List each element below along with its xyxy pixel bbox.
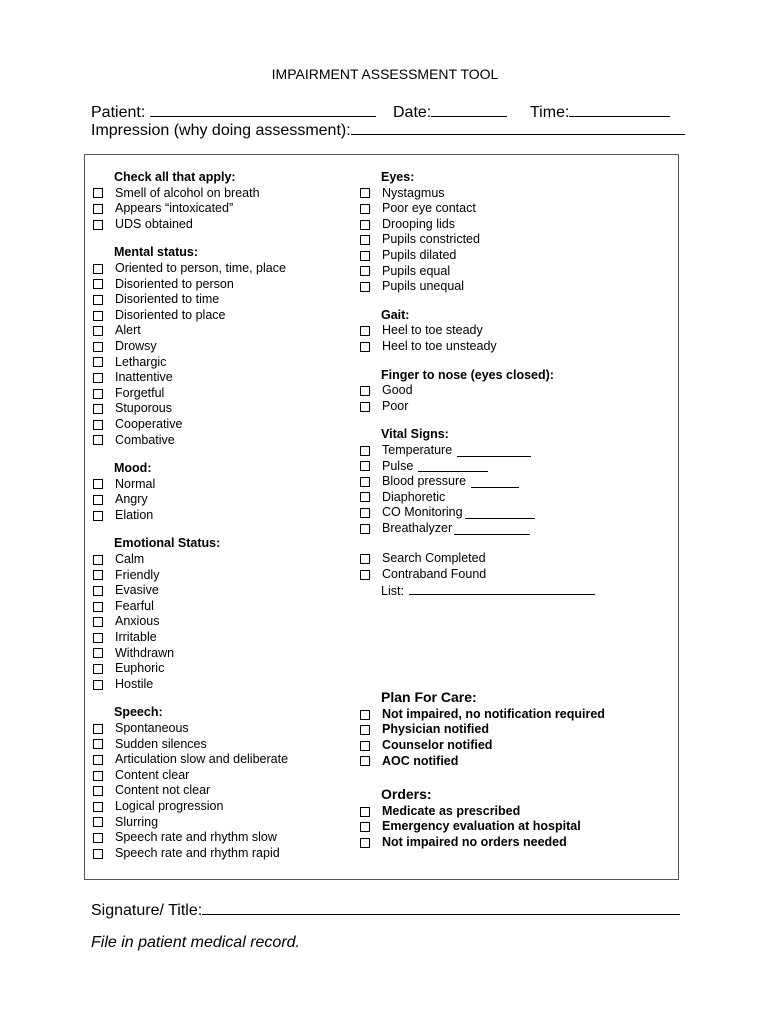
checkbox[interactable] [360,741,370,751]
item-label: Smell of alcohol on breath [115,185,260,200]
mood-heading: Mood: [114,461,152,476]
mental-status-heading: Mental status: [114,245,199,260]
list-item [359,551,605,567]
item-label: Calm [115,552,145,567]
item-label: Contraband Found [382,567,487,582]
item-label: Counselor notified [382,738,493,753]
checkbox[interactable] [93,802,103,812]
item-label: Emergency evaluation at hospital [382,819,581,834]
list-item [92,614,288,630]
item-label: Normal [115,476,156,491]
list-item [92,737,288,753]
mood-list [92,477,288,524]
list-item [92,370,288,386]
list-item: Breathalyzer [359,521,605,537]
list-item: Diaphoretic [359,490,605,506]
checkbox[interactable] [360,725,370,735]
list-item [92,815,288,831]
plan-for-care-heading: Plan For Care: [381,689,477,706]
checkbox[interactable] [360,446,370,456]
list-item: CO Monitoring [359,505,605,521]
item-label: Hostile [115,676,154,691]
list-item: Pulse [359,459,605,475]
list-item: Blood pressure [359,474,605,490]
list-item [92,568,288,584]
checkbox[interactable] [93,404,103,414]
item-label: Forgetful [115,385,165,400]
list-item [92,677,288,693]
list-item: Temperature [359,443,605,459]
item-label: Evasive [115,583,159,598]
check-all-heading: Check all that apply: [114,170,236,184]
checkbox[interactable] [93,817,103,827]
checkbox[interactable] [93,295,103,305]
item-label: Content clear [115,767,190,782]
list-item [92,492,288,508]
item-label: Lethargic [115,354,167,369]
item-label: Inattentive [115,370,173,385]
checkbox[interactable] [360,220,370,230]
checkbox[interactable] [360,461,370,471]
item-label: Irritable [115,630,157,645]
emotional-status-list [92,552,288,692]
item-label: Pupils equal [382,263,451,278]
speech-heading: Speech: [114,705,163,720]
item-label: Good [382,383,413,398]
checkbox[interactable] [360,710,370,720]
checkbox[interactable] [360,235,370,245]
checkbox[interactable] [360,326,370,336]
patient-label: Patient: [91,104,146,121]
checkbox[interactable] [360,807,370,817]
item-label: Articulation slow and deliberate [115,752,289,767]
gait-heading: Gait: [381,307,410,322]
item-label: Search Completed [382,551,486,566]
checkbox[interactable] [360,342,370,352]
item-label: Pupils dilated [382,247,457,262]
list-item [92,217,288,233]
item-label: Not impaired, no notification required [382,706,605,721]
checkbox[interactable] [93,479,103,489]
checkbox[interactable] [93,570,103,580]
item-label: Speech rate and rhythm slow [115,830,277,845]
checkbox[interactable] [93,188,103,198]
checkbox[interactable] [360,524,370,534]
checkbox[interactable] [93,586,103,596]
item-label: Appears “intoxicated” [115,201,234,216]
checkbox[interactable] [93,389,103,399]
list-item [359,754,605,770]
checkbox[interactable] [360,756,370,766]
item-label: Withdrawn [115,645,175,660]
list-item [359,399,605,415]
contraband-list-row [359,583,605,600]
list-item [92,201,288,217]
list-item [359,804,605,820]
checkbox[interactable] [360,477,370,487]
signature-row [91,899,680,920]
item-label: Pupils constricted [382,232,480,247]
checkbox[interactable] [93,511,103,521]
gait-list [359,323,605,354]
impression-row [91,119,685,140]
checkbox[interactable] [93,833,103,843]
checkbox[interactable] [93,680,103,690]
list-item [92,386,288,402]
list-item [92,721,288,737]
co-monitoring-field[interactable] [465,507,535,519]
blood-pressure-field[interactable] [471,476,519,488]
time-field[interactable] [569,101,670,117]
speech-list [92,721,288,861]
checkbox[interactable] [93,602,103,612]
impression-field[interactable] [351,119,685,135]
list-item [359,323,605,339]
list-item [92,417,288,433]
checkbox[interactable] [93,495,103,505]
item-label: Disoriented to person [115,276,234,291]
item-label: Fearful [115,598,154,613]
checkbox[interactable] [93,373,103,383]
item-label: Spontaneous [115,721,189,735]
checkbox[interactable] [93,311,103,321]
check-all-list [92,186,288,233]
list-item [359,835,605,851]
list-item [359,201,605,217]
orders-list [359,804,605,851]
patient-field[interactable] [150,101,376,117]
plan-for-care-list [359,707,605,769]
checkbox[interactable] [93,648,103,658]
item-label: Anxious [115,614,160,629]
eyes-heading: Eyes: [381,170,415,184]
item-label: Speech rate and rhythm rapid [115,845,280,860]
item-label: Poor eye contact [382,201,476,216]
signature-label: Signature/ Title: [91,902,203,919]
finger-to-nose-heading: Finger to nose (eyes closed): [381,367,554,382]
checkbox[interactable] [93,326,103,336]
checkbox[interactable] [360,266,370,276]
checkbox[interactable] [360,386,370,396]
item-label: Angry [115,492,148,507]
list-item [92,401,288,417]
item-label: Oriented to person, time, place [115,260,286,275]
checkbox[interactable] [360,492,370,502]
item-label: Heel to toe unsteady [382,338,497,353]
signature-field[interactable] [202,899,680,915]
temperature-field[interactable] [457,445,531,457]
checkbox[interactable] [93,739,103,749]
list-item [359,186,605,202]
checkbox[interactable] [93,664,103,674]
checkbox[interactable] [93,617,103,627]
list-item [92,583,288,599]
item-label: Content not clear [115,783,211,798]
list-item [92,599,288,615]
impression-label: Impression (why doing assessment): [91,122,351,139]
search-list [359,551,605,582]
checkbox[interactable] [360,188,370,198]
checkbox[interactable] [93,342,103,352]
list-item [359,722,605,738]
eyes-list [359,186,605,295]
checkbox[interactable] [93,420,103,430]
item-label: Pupils unequal [382,279,465,294]
list-item [92,292,288,308]
breathalyzer-field[interactable] [454,523,530,535]
checkbox[interactable] [93,755,103,765]
item-label: Disoriented to time [115,292,220,307]
document-title: IMPAIRMENT ASSESSMENT TOOL [271,66,499,82]
item-label: Logical progression [115,798,224,813]
item-label: Drooping lids [382,216,455,231]
list-item [92,783,288,799]
checkbox[interactable] [360,554,370,564]
checkbox[interactable] [93,849,103,859]
item-label: Heel to toe steady [382,323,483,338]
emotional-status-heading: Emotional Status: [114,536,221,551]
item-label: UDS obtained [115,216,193,231]
item-label: Friendly [115,567,160,582]
list-item [92,661,288,677]
checkbox[interactable] [93,786,103,796]
list-item [359,232,605,248]
item-label: Drowsy [115,338,157,353]
checkbox[interactable] [360,570,370,580]
footer-note: File in patient medical record. [91,934,300,951]
checkbox[interactable] [360,251,370,261]
vital-signs-heading: Vital Signs: [381,427,449,442]
list-item [92,355,288,371]
list-item [359,339,605,355]
item-label: Physician notified [382,722,489,737]
list-item [92,477,288,493]
list-item [359,279,605,295]
list-item [92,433,288,449]
date-field[interactable] [431,101,507,117]
list-item [359,738,605,754]
item-label: Alert [115,323,141,338]
list-item [92,752,288,768]
contraband-list-field[interactable] [409,583,595,595]
finger-to-nose-list [359,383,605,414]
list-item [92,186,288,202]
checkbox[interactable] [360,402,370,412]
checkbox[interactable] [360,204,370,214]
checkbox[interactable] [93,724,103,734]
item-label: Nystagmus [382,185,445,200]
item-label: Not impaired no orders needed [382,835,567,849]
checkbox[interactable] [93,220,103,230]
list-item [92,552,288,568]
list-item [92,277,288,293]
item-label: Cooperative [115,416,183,431]
checkbox[interactable] [93,633,103,643]
checkbox[interactable] [93,771,103,781]
list-item [92,308,288,324]
list-item [92,508,288,524]
list-item [359,217,605,233]
orders-heading: Orders: [381,786,432,803]
checkbox[interactable] [360,838,370,848]
checkbox[interactable] [93,357,103,367]
item-label: Elation [115,507,154,522]
item-label: Poor [382,398,409,413]
list-item [359,819,605,835]
mental-status-list [92,261,288,448]
item-label: Slurring [115,814,159,829]
list-label: List: [381,583,404,598]
checkbox[interactable] [93,264,103,274]
date-label: Date: [393,104,432,121]
list-item [359,248,605,264]
item-label: Medicate as prescribed [382,803,521,818]
checkbox[interactable] [93,555,103,565]
list-item [92,339,288,355]
right-column [359,170,605,851]
list-item [92,799,288,815]
checkbox[interactable] [360,822,370,832]
list-item [92,646,288,662]
list-item [92,768,288,784]
left-column [92,170,288,861]
list-item [359,264,605,280]
checkbox[interactable] [93,204,103,214]
item-label: AOC notified [382,753,459,768]
list-item [92,261,288,277]
list-item [92,630,288,646]
list-item [359,707,605,723]
list-item [92,846,288,862]
checkbox[interactable] [360,508,370,518]
list-item [92,830,288,846]
list-item [359,567,605,583]
checkbox[interactable] [360,282,370,292]
item-label: Euphoric [115,661,165,676]
item-label: Combative [115,432,175,447]
item-label: Stuporous [115,401,172,416]
list-item [359,383,605,399]
checkbox[interactable] [93,435,103,445]
item-label: Sudden silences [115,736,207,751]
vital-signs-list [359,443,605,537]
list-item [92,323,288,339]
pulse-field[interactable] [418,460,488,472]
item-label: Disoriented to place [115,307,226,322]
time-label: Time: [530,104,570,121]
checkbox[interactable] [93,279,103,289]
